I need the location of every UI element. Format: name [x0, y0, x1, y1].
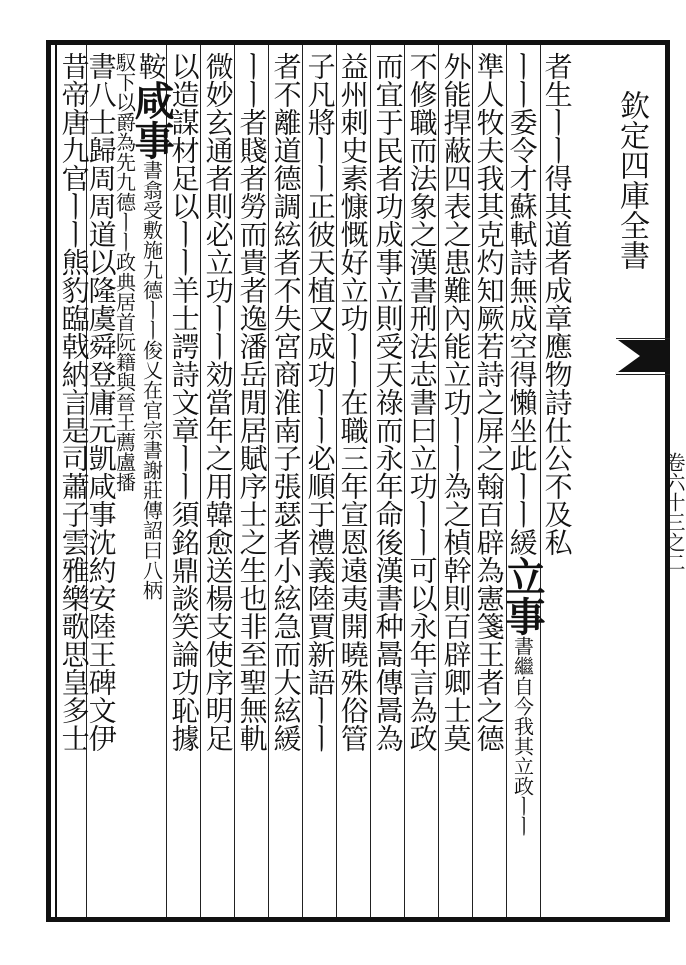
text-column	[473, 52, 505, 752]
body-text: 鞍	[134, 52, 168, 80]
text-column	[440, 52, 472, 752]
text-column	[372, 52, 404, 752]
body-text: 微妙玄通者則必立功ㅣㅣ効當年之用韓愈送楊支使序明足	[201, 52, 235, 752]
body-text: 不修職而法象之漢書刑法志書曰立功ㅣㅣ可以永年言為政	[405, 52, 439, 752]
body-text: 者生ㅣㅣ得其道者成章應物詩仕公不及私	[540, 52, 574, 556]
entry-heading: 立事	[499, 556, 546, 636]
text-column	[406, 52, 438, 752]
body-text: 昔帝唐九官ㅣㅣ熊豹臨戟納言是司蕭子雲雅樂歌思皇多士	[57, 52, 91, 752]
margin-rule-bottom	[616, 374, 670, 375]
body-text: ㅣㅣ者賤者勞而貴者逸潘岳閒居賦序士之生也非至聖無軌	[235, 52, 269, 752]
volume-label: 卷六十三之二	[662, 452, 686, 572]
body-text: 以造謀材足以ㅣㅣ羊士諤詩文章ㅣㅣ須銘鼎談笑論功恥據	[167, 52, 201, 752]
body-text: 益州刺史素慷慨好立功ㅣㅣ在職三年宣恩遠夷開曉殊俗管	[336, 52, 370, 752]
body-text: 外能捍蔽四表之患難內能立功ㅣㅣ為之楨幹則百辟卿士莫	[439, 52, 473, 752]
body-text: 子凡將ㅣㅣ正彼天植又成功ㅣㅣ必順于禮義陸賈新語ㅣㅣ	[303, 52, 337, 752]
book-title: 欽定四庫全書	[614, 90, 649, 270]
text-column	[541, 52, 573, 556]
annotation-text: 馭下以爵為先九德ㅣㅣ政典居首阮籍與晉王薦盧播	[112, 52, 137, 492]
text-column	[304, 52, 336, 752]
text-column	[337, 52, 369, 752]
body-text: 書八士歸周周道以隆虞舜登庸元凱咸事沈約安陸王碑文伊	[84, 52, 118, 752]
text-column	[499, 52, 546, 836]
text-column	[202, 52, 234, 752]
body-text: 而宜于民者功成事立則受天祿而永年命後漢書种暠傳暠為	[371, 52, 405, 752]
text-column	[58, 52, 90, 752]
body-text: ㅣㅣ委令才蘇軾詩無成空得懶坐此ㅣㅣ緩	[505, 52, 539, 556]
body-text: 準人牧夫我其克灼知厥若詩之屏之翰百辟為憲箋王者之德	[472, 52, 506, 752]
text-column	[270, 52, 302, 752]
fish-tail-mark-icon	[618, 340, 670, 372]
text-column	[236, 52, 268, 752]
entry-heading: 咸事	[128, 80, 175, 160]
page-frame	[46, 40, 686, 922]
margin-rule-top	[616, 338, 670, 339]
annotation-text: 書翕受敷施九德ㅣㅣ俊乂在官宗書謝莊傳詔曰八柄	[139, 160, 164, 600]
body-text: 者不離道德調絃者不失宮商淮南子張瑟者小絃急而大絃緩	[269, 52, 303, 752]
annotation-text: 書繼自今我其立政ㅣㅣ	[510, 636, 535, 836]
